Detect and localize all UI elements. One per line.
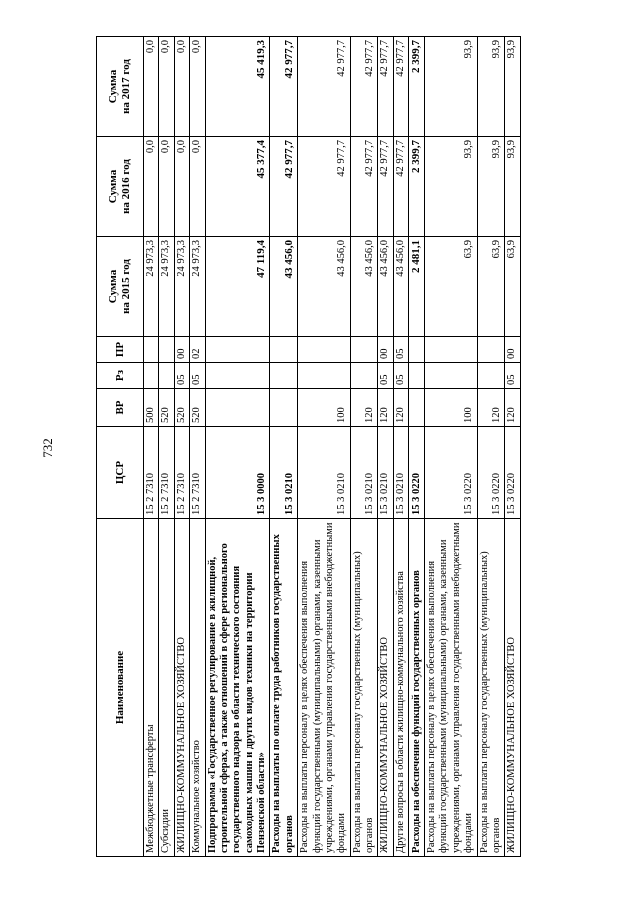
cell-sum-2017: 2 399,7 — [409, 37, 425, 137]
cell-name: ЖИЛИЩНО-КОММУНАЛЬНОЕ ХОЗЯЙСТВО — [378, 519, 393, 857]
cell-vr: 500 — [144, 389, 159, 427]
cell-name: Другие вопросы в области жилищно-коммунального хозяйства — [393, 519, 408, 857]
header-sum-2016: Сумма на 2016 год — [97, 137, 144, 237]
cell-pr — [409, 337, 425, 363]
table-header-row — [97, 37, 144, 857]
cell-sum-2015: 43 456,0 — [378, 237, 393, 337]
cell-vr: 120 — [477, 389, 505, 427]
cell-pr — [270, 337, 298, 363]
cell-pr: 00 — [378, 337, 393, 363]
cell-vr: 120 — [393, 389, 408, 427]
cell-vr: 120 — [505, 389, 520, 427]
cell-vr — [270, 389, 298, 427]
header-sum-2015: Сумма на 2015 год — [97, 237, 144, 337]
cell-csr: 15 2 7310 — [144, 427, 159, 519]
table-row — [205, 37, 270, 857]
cell-rz — [159, 363, 174, 389]
cell-sum-2015: 24 973,3 — [190, 237, 205, 337]
table-row — [393, 37, 408, 857]
cell-sum-2016: 42 977,7 — [378, 137, 393, 237]
cell-sum-2017: 42 977,7 — [298, 37, 351, 137]
cell-csr: 15 2 7310 — [159, 427, 174, 519]
cell-sum-2015: 47 119,4 — [205, 237, 270, 337]
rotated-table-area — [96, 37, 602, 857]
table-row — [477, 37, 505, 857]
cell-sum-2015: 63,9 — [425, 237, 478, 337]
cell-sum-2015: 43 456,0 — [270, 237, 298, 337]
cell-csr: 15 2 7310 — [174, 427, 189, 519]
cell-name: Межбюджетные трансферты — [144, 519, 159, 857]
cell-sum-2015: 43 456,0 — [298, 237, 351, 337]
cell-csr: 15 3 0220 — [505, 427, 520, 519]
cell-name: Коммунальное хозяйство — [190, 519, 205, 857]
cell-name: Расходы на выплаты персоналу государственных (муниципальных) органов — [477, 519, 505, 857]
budget-table — [96, 36, 521, 857]
cell-sum-2016: 42 977,7 — [298, 137, 351, 237]
cell-csr: 15 3 0210 — [378, 427, 393, 519]
table-row — [350, 37, 378, 857]
cell-sum-2015: 43 456,0 — [350, 237, 378, 337]
cell-sum-2015: 24 973,3 — [174, 237, 189, 337]
table-row — [174, 37, 189, 857]
cell-rz: 05 — [190, 363, 205, 389]
cell-csr: 15 3 0210 — [393, 427, 408, 519]
page-number: 732 — [39, 438, 55, 458]
cell-sum-2017: 0,0 — [174, 37, 189, 137]
cell-vr: 520 — [174, 389, 189, 427]
cell-vr: 100 — [425, 389, 478, 427]
cell-rz — [205, 363, 270, 389]
cell-pr: 00 — [505, 337, 520, 363]
cell-pr — [144, 337, 159, 363]
cell-csr: 15 3 0220 — [409, 427, 425, 519]
cell-csr: 15 2 7310 — [190, 427, 205, 519]
cell-pr — [159, 337, 174, 363]
cell-csr: 15 3 0210 — [298, 427, 351, 519]
table-row — [270, 37, 298, 857]
cell-sum-2016: 0,0 — [159, 137, 174, 237]
cell-sum-2017: 93,9 — [505, 37, 520, 137]
cell-sum-2016: 0,0 — [190, 137, 205, 237]
table-row — [378, 37, 393, 857]
cell-csr: 15 3 0210 — [350, 427, 378, 519]
cell-sum-2016: 0,0 — [174, 137, 189, 237]
cell-rz: 05 — [393, 363, 408, 389]
cell-csr: 15 3 0220 — [477, 427, 505, 519]
cell-rz — [298, 363, 351, 389]
table-row — [409, 37, 425, 857]
header-pr: ПР — [97, 337, 144, 363]
table-landscape-frame — [96, 37, 602, 857]
cell-name: Расходы на выплаты персоналу в целях обеспечения выполнения функций государственными (муниципальными) органами, казенными учреждениями, органами управления государственными внебюджетными фондами — [298, 519, 351, 857]
cell-sum-2016: 93,9 — [425, 137, 478, 237]
cell-name: ЖИЛИЩНО-КОММУНАЛЬНОЕ ХОЗЯЙСТВО — [174, 519, 189, 857]
cell-sum-2016: 42 977,7 — [393, 137, 408, 237]
table-row — [298, 37, 351, 857]
header-rz: Рз — [97, 363, 144, 389]
cell-sum-2016: 42 977,7 — [350, 137, 378, 237]
cell-pr — [350, 337, 378, 363]
cell-csr: 15 3 0000 — [205, 427, 270, 519]
cell-rz — [477, 363, 505, 389]
cell-sum-2017: 0,0 — [190, 37, 205, 137]
header-name: Наименование — [97, 519, 144, 857]
cell-name: Расходы на обеспечение функций государственных органов — [409, 519, 425, 857]
cell-sum-2017: 42 977,7 — [270, 37, 298, 137]
cell-pr — [298, 337, 351, 363]
cell-sum-2017: 93,9 — [425, 37, 478, 137]
cell-vr: 520 — [159, 389, 174, 427]
cell-name: Субсидии — [159, 519, 174, 857]
cell-vr: 120 — [350, 389, 378, 427]
cell-rz — [144, 363, 159, 389]
cell-vr: 100 — [298, 389, 351, 427]
table-row — [425, 37, 478, 857]
cell-sum-2015: 2 481,1 — [409, 237, 425, 337]
cell-sum-2017: 42 977,7 — [393, 37, 408, 137]
table-row — [144, 37, 159, 857]
cell-sum-2016: 2 399,7 — [409, 137, 425, 237]
cell-rz: 05 — [174, 363, 189, 389]
cell-pr: 00 — [174, 337, 189, 363]
cell-sum-2017: 45 419,3 — [205, 37, 270, 137]
table-row — [159, 37, 174, 857]
table-row — [190, 37, 205, 857]
cell-sum-2015: 24 973,3 — [144, 237, 159, 337]
cell-rz — [409, 363, 425, 389]
cell-sum-2016: 45 377,4 — [205, 137, 270, 237]
cell-pr — [205, 337, 270, 363]
cell-sum-2017: 93,9 — [477, 37, 505, 137]
cell-name: ЖИЛИЩНО-КОММУНАЛЬНОЕ ХОЗЯЙСТВО — [505, 519, 520, 857]
cell-pr — [425, 337, 478, 363]
cell-rz — [425, 363, 478, 389]
cell-name: Расходы на выплаты персоналу государственных (муниципальных) органов — [350, 519, 378, 857]
cell-sum-2015: 24 973,3 — [159, 237, 174, 337]
cell-sum-2015: 63,9 — [477, 237, 505, 337]
cell-sum-2017: 0,0 — [159, 37, 174, 137]
cell-vr — [205, 389, 270, 427]
cell-rz: 05 — [378, 363, 393, 389]
table-row — [505, 37, 520, 857]
header-sum-2017: Сумма на 2017 год — [97, 37, 144, 137]
cell-sum-2017: 42 977,7 — [350, 37, 378, 137]
cell-sum-2015: 63,9 — [505, 237, 520, 337]
cell-csr: 15 3 0210 — [270, 427, 298, 519]
cell-sum-2016: 0,0 — [144, 137, 159, 237]
cell-sum-2016: 42 977,7 — [270, 137, 298, 237]
cell-vr — [409, 389, 425, 427]
cell-sum-2015: 43 456,0 — [393, 237, 408, 337]
cell-sum-2016: 93,9 — [477, 137, 505, 237]
cell-rz: 05 — [505, 363, 520, 389]
cell-pr — [477, 337, 505, 363]
header-csr: ЦСР — [97, 427, 144, 519]
cell-pr: 02 — [190, 337, 205, 363]
cell-sum-2017: 42 977,7 — [378, 37, 393, 137]
table-body — [144, 37, 521, 857]
cell-rz — [350, 363, 378, 389]
cell-vr: 120 — [378, 389, 393, 427]
cell-sum-2016: 93,9 — [505, 137, 520, 237]
cell-name: Подпрограмма «Государственное регулирование в жилищной, строительной сферах, а также отношений в сфере регионального государственного надзора в области технического состояния самоходных машин и других видов техники на территории Пензенской области» — [205, 519, 270, 857]
cell-pr: 05 — [393, 337, 408, 363]
cell-vr: 520 — [190, 389, 205, 427]
cell-name: Расходы на выплаты персоналу в целях обеспечения выполнения функций государственными (муниципальными) органами, казенными учреждениями, органами управления государственными внебюджетными фондами — [425, 519, 478, 857]
cell-csr: 15 3 0220 — [425, 427, 478, 519]
header-vr: ВР — [97, 389, 144, 427]
cell-name: Расходы на выплаты по оплате труда работников государственных органов — [270, 519, 298, 857]
cell-sum-2017: 0,0 — [144, 37, 159, 137]
cell-rz — [270, 363, 298, 389]
